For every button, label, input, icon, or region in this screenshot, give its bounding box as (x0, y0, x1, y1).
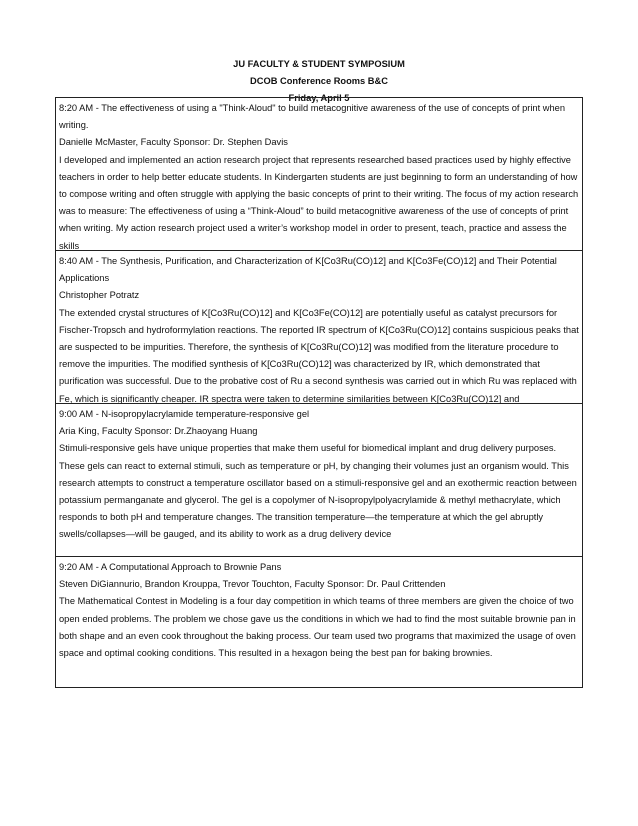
session-abstract: I developed and implemented an action research project that represents researched based practices used by highly effective teachers in order to help better educate students. In Kindergarten students are just beginning to form an understanding of how to compose writing and often struggle with applying the basic concepts of print to their writing. The focus of my action research was to measure: The effectiveness of using a “Think-Aloud” to build metacognitive awareness of the use of concepts of print when writing. My action research project used a writer’s workshop model in order to present, teach, practice and assess the skills (59, 154, 579, 250)
session-block (56, 250, 582, 403)
session-heading: 9:00 AM - N-isopropylacrylamide temperature-responsive gel (59, 409, 310, 419)
session-abstract: The Mathematical Contest in Modeling is a four day competition in which teams of three members are given the choice of two open ended problems. The problem we chose gave us the conditions in which we had to find the most suitable brownie pan in both shape and an even cook throughout the baking process. Our team used two programs that maximized the usage of oven space and optimal cooking conditions. This resulted in a hexagon being the best pan for baking brownies. (59, 596, 576, 659)
session-presenters: Steven DiGiannurio, Brandon Krouppa, Trevor Touchton, Faculty Sponsor: Dr. Paul Crittenden (59, 579, 446, 590)
session-presenters: Aria King, Faculty Sponsor: Dr.Zhaoyang Huang (59, 426, 258, 437)
session-heading: 8:40 AM - The Synthesis, Purification, and Characterization of K[Co3Ru(CO)12] and K[Co3Fe(CO)12] and Their Potential Applications (59, 256, 557, 284)
session-abstract: Stimuli-responsive gels have unique properties that make them useful for biomedical implant and drug delivery purposes. These gels can react to external stimuli, such as temperature or pH, by changing their volumes just an organism would. This research attempts to construct a temperature oscillator based on a stimuli-responsive gel and an exothermic reaction between potassium permanganate and glycerol. The gel is a copolymer of N-isopropylpolyacrylamide & methyl methacrylate, which responds to both pH and temperature changes. The transition temperature—the temperature at which the gel abruptly swells/collapses—will be gauged, and its ability to work as a drug delivery device (59, 443, 577, 540)
session-block (56, 556, 582, 687)
session-presenters: Danielle McMaster, Faculty Sponsor: Dr. Stephen Davis (59, 137, 288, 148)
session-abstract: The extended crystal structures of K[Co3Ru(CO)12] and K[Co3Fe(CO)12] are potentially useful as catalyst precursors for Fischer-Tropsch and hydroformylation reactions. The reported IR spectrum of K[Co3Ru(CO)12] contains suspicious peaks that are suspected to be impurities. Therefore, the synthesis of K[Co3Ru(CO)12] was modified from the literature procedure to remove the impurities. The modified synthesis of K[Co3Ru(CO)12] was characterized by IR, which demonstrated that purification was successful. Due to the probative cost of Ru a second synthesis was carried out in which Ru was replaced with Fe, which is significantly cheaper. IR spectra were taken to determine similarities between K[Co3Ru(CO)12] and (59, 307, 579, 403)
symposium-date: Friday, April 5 (288, 93, 350, 103)
session-table (55, 97, 583, 688)
symposium-title: JU FACULTY & STUDENT SYMPOSIUM (233, 59, 405, 69)
session-heading: 8:20 AM - The effectiveness of using a "Think-Aloud" to build metacognitive awareness of the use of concepts of print when writing. (59, 103, 565, 131)
session-block (56, 403, 582, 556)
session-presenters: Christopher Potratz (59, 290, 140, 301)
session-block (56, 98, 582, 250)
symposium-location: DCOB Conference Rooms B&C (250, 76, 388, 86)
session-heading: 9:20 AM - A Computational Approach to Brownie Pans (59, 562, 282, 572)
